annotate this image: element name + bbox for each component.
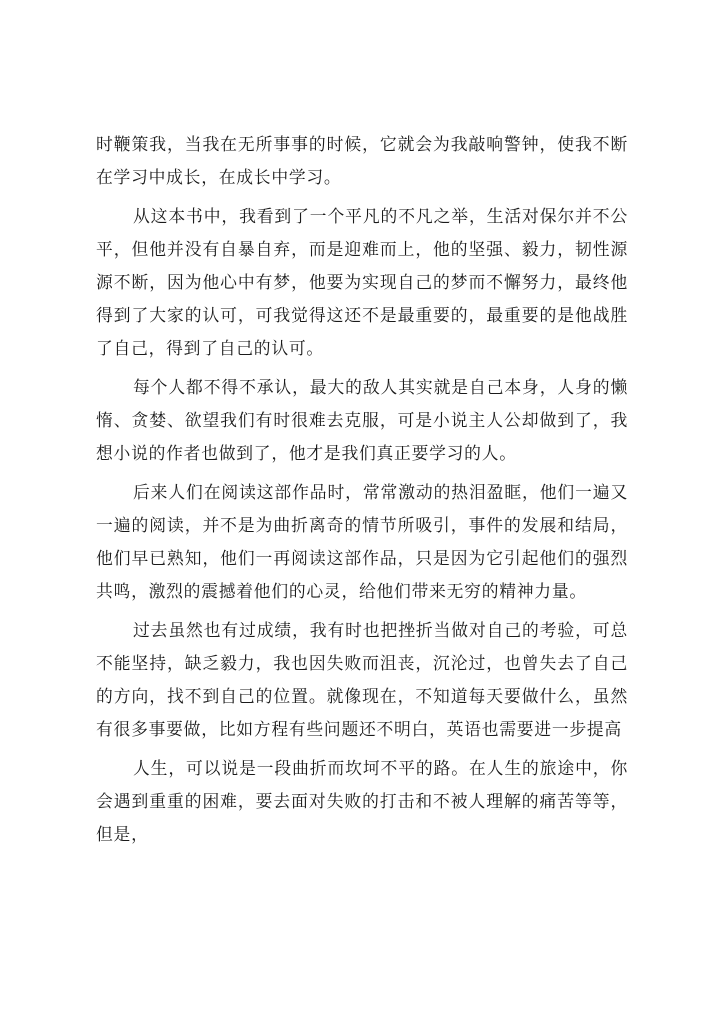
paragraph-3: 每个人都不得不承认，最大的敌人其实就是自己本身，人身的懒惰、贪婪、欲望我们有时很难去克服，可是小说主人公却做到了，我想小说的作者也做到了，他才是我们真正要学习的人。	[96, 377, 628, 463]
paragraph-4: 后来人们在阅读这部作品时，常常激动的热泪盈眶，他们一遍又一遍的阅读，并不是为曲折离奇的情节所吸引，事件的发展和结局，他们早已熟知，他们一再阅读这部作品，只是因为它引起他们的强烈共鸣，激烈的震撼着他们的心灵，给他们带来无穷的精神力量。	[96, 482, 628, 601]
paragraph-1: 时鞭策我，当我在无所事事的时候，它就会为我敲响警钟，使我不断在学习中成长，在成长中学习。	[96, 134, 628, 187]
paragraph-6: 人生，可以说是一段曲折而坎坷不平的路。在人生的旅途中，你会遇到重重的困难，要去面对失败的打击和不被人理解的痛苦等等，但是，	[96, 758, 628, 844]
paragraph-5: 过去虽然也有过成绩，我有时也把挫折当做对自己的考验，可总不能坚持，缺乏毅力，我也因失败而沮丧，沉沦过，也曾失去了自己的方向，找不到自己的位置。就像现在，不知道每天要做什么，虽然有很多事要做，比如方程有些问题还不明白，英语也需要进一步提高	[96, 620, 628, 739]
paragraph-2: 从这本书中，我看到了一个平凡的不凡之举，生活对保尔并不公平，但他并没有自暴自弃，而是迎难而上，他的坚强、毅力，韧性源源不断，因为他心中有梦，他要为实现自己的梦而不懈努力，最终他得到了大家的认可，可我觉得这还不是最重要的，最重要的是他战胜了自己，得到了自己的认可。	[96, 206, 628, 358]
document-body	[96, 128, 628, 857]
